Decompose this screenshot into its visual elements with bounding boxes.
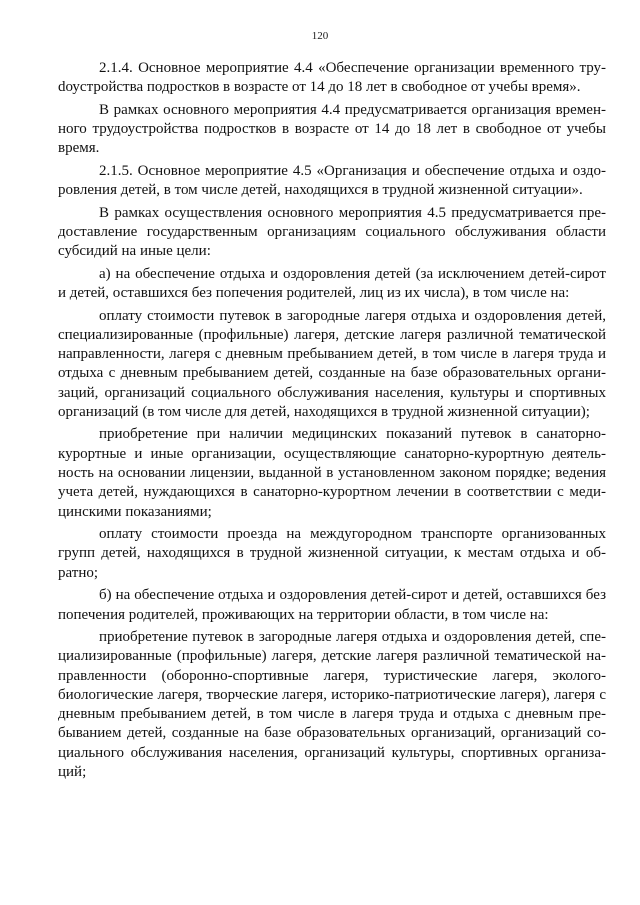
paragraph-camp-vouchers-payment: оплату стоимости путевок в загородные лагеря отдыха и оздоровления детей, специализированные (профильные) лагеря, детские лагеря различной тематической направленности, лагеря с дневным пребыванием детей, в том числе в лагеря труда и отдыха с дневным пребыванием детей, созданные на базе образовательных организаций, организаций социального обслуживания населения, культуры и спортивных организаций (в том числе для детей, находящихся в трудной жизненной ситуации);: [58, 307, 606, 420]
paragraph-item-a: а) на обеспечение отдыха и оздоровления детей (за исключением детей-сирот и детей, оставшихся без попечения родителей, лиц из их числа), в том числе на:: [58, 265, 606, 302]
paragraph-2-1-5-heading: 2.1.5. Основное мероприятие 4.5 «Организация и обеспечение отдыха и оздоровления детей, в том числе детей, находящихся в трудной жизненной ситуации».: [58, 162, 606, 199]
paragraph-4-4-description: В рамках основного мероприятия 4.4 предусматривается организация временного трудоустройства подростков в возрасте от 14 до 18 лет в свободное от учебы время.: [58, 101, 606, 157]
paragraph-4-5-description: В рамках осуществления основного мероприятия 4.5 предусматривается предоставление государственным организациям социального обслуживания области субсидий на иные цели:: [58, 204, 606, 260]
document-body: [58, 59, 606, 786]
page-number: 120: [311, 30, 329, 42]
paragraph-transport-payment: оплату стоимости проезда на междугородном транспорте организованных групп детей, находящихся в трудной жизненной ситуации, к местам отдыха и обратно;: [58, 526, 606, 581]
paragraph-2-1-4-heading: 2.1.4. Основное мероприятие 4.4 «Обеспечение организации временного труdоустройства подростков в возрасте от 14 до 18 лет в свободное от учебы время».: [58, 60, 606, 96]
paragraph-sanatorium-vouchers: приобретение при наличии медицинских показаний путевок в санаторно-курортные и иные организации, осуществляющие санаторно-курортную деятельность на основании лицензии, выданной в установленном законом порядке; ведения учета детей, нуждающихся в санаторно-курортном лечении в соответствии с медицинскими показаниями;: [58, 426, 606, 520]
paragraph-item-b: б) на обеспечение отдыха и оздоровления детей-сирот и детей, оставшихся без попечения родителей, проживающих на территории области, в том числе на:: [58, 587, 606, 623]
paragraph-orphan-camp-vouchers: приобретение путевок в загородные лагеря отдыха и оздоровления детей, специализированные (профильные) лагеря, детские лагеря различной тематической направленности (оборонно-спортивные лагеря, туристические лагеря, эколого-биологические лагеря, творческие лагеря, историко-патриотические лагеря), лагеря с дневным пребыванием детей, в том числе в лагеря труда и отдыха с дневным пребыванием детей, созданные на базе образовательных организаций, организаций социального обслуживания населения, организаций культуры, спортивных организаций;: [58, 629, 606, 781]
